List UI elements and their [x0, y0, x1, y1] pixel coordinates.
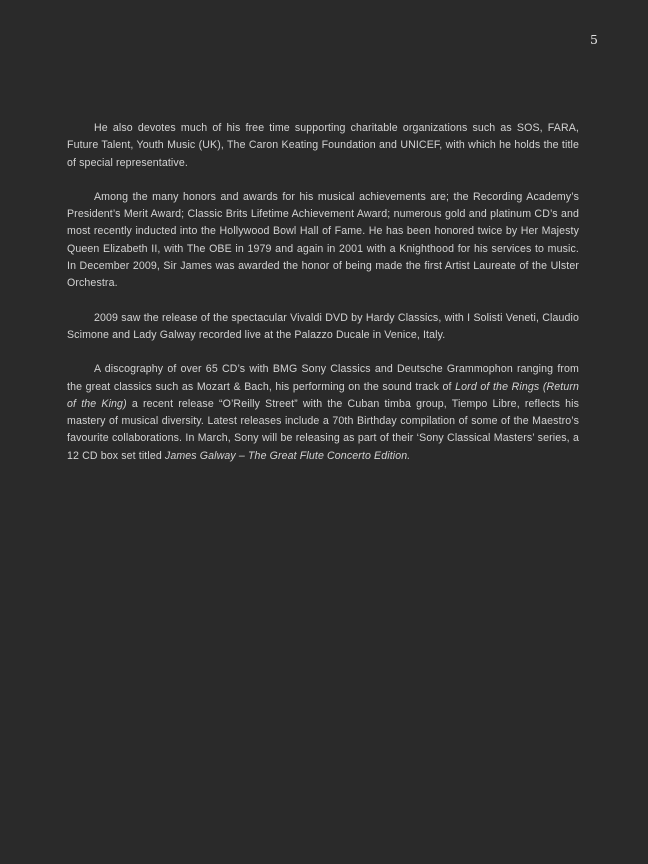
page-content [67, 120, 579, 465]
body-text: a recent release “O’Reilly Street” with the Cuban timba group, Tiempo Libre, reflects his mastery of musical diversity. Latest releases include a 70th Birthday compilation of some of the Maestro’s favourite collaborations. In March, Sony will be releasing as part of their ‘Sony Classical Masters’ series, a 12 CD box set titled [67, 397, 579, 462]
body-text: 2009 saw the release of the spectacular Vivaldi DVD by Hardy Classics, with I Solisti Veneti, Claudio Scimone and Lady Galway recorded live at the Palazzo Ducale in Venice, Italy. [67, 311, 579, 341]
body-text: Among the many honors and awards for his musical achievements are; the Recording Academy’s President’s Merit Award; Classic Brits Lifetime Achievement Award; numerous gold and platinum CD’s and most recently inducted into the Hollywood Bowl Hall of Fame. He has been honored twice by Her Majesty Queen Elizabeth II, with The OBE in 1979 and again in 2001 with a Knighthood for his services to music. In December 2009, Sir James was awarded the honor of being made the first Artist Laureate of the Ulster Orchestra. [67, 190, 579, 290]
paragraph [67, 189, 579, 293]
italic-text: Lord of the Rings (Return of the King) [67, 380, 580, 410]
page-number: 5 [590, 32, 598, 47]
italic-text: James Galway – The Great Flute Concerto Edition. [164, 449, 411, 462]
paragraph [67, 361, 579, 465]
body-text: A discography of over 65 CD’s with BMG Sony Classics and Deutsche Grammophon ranging from the great classics such as Mozart & Bach, his performing on the sound track of [67, 363, 579, 393]
paragraph [67, 120, 579, 172]
paragraph [67, 310, 579, 345]
body-text: He also devotes much of his free time supporting charitable organizations such as SOS, FARA, Future Talent, Youth Music (UK), The Caron Keating Foundation and UNICEF, with which he holds the title of special representative. [67, 122, 579, 169]
